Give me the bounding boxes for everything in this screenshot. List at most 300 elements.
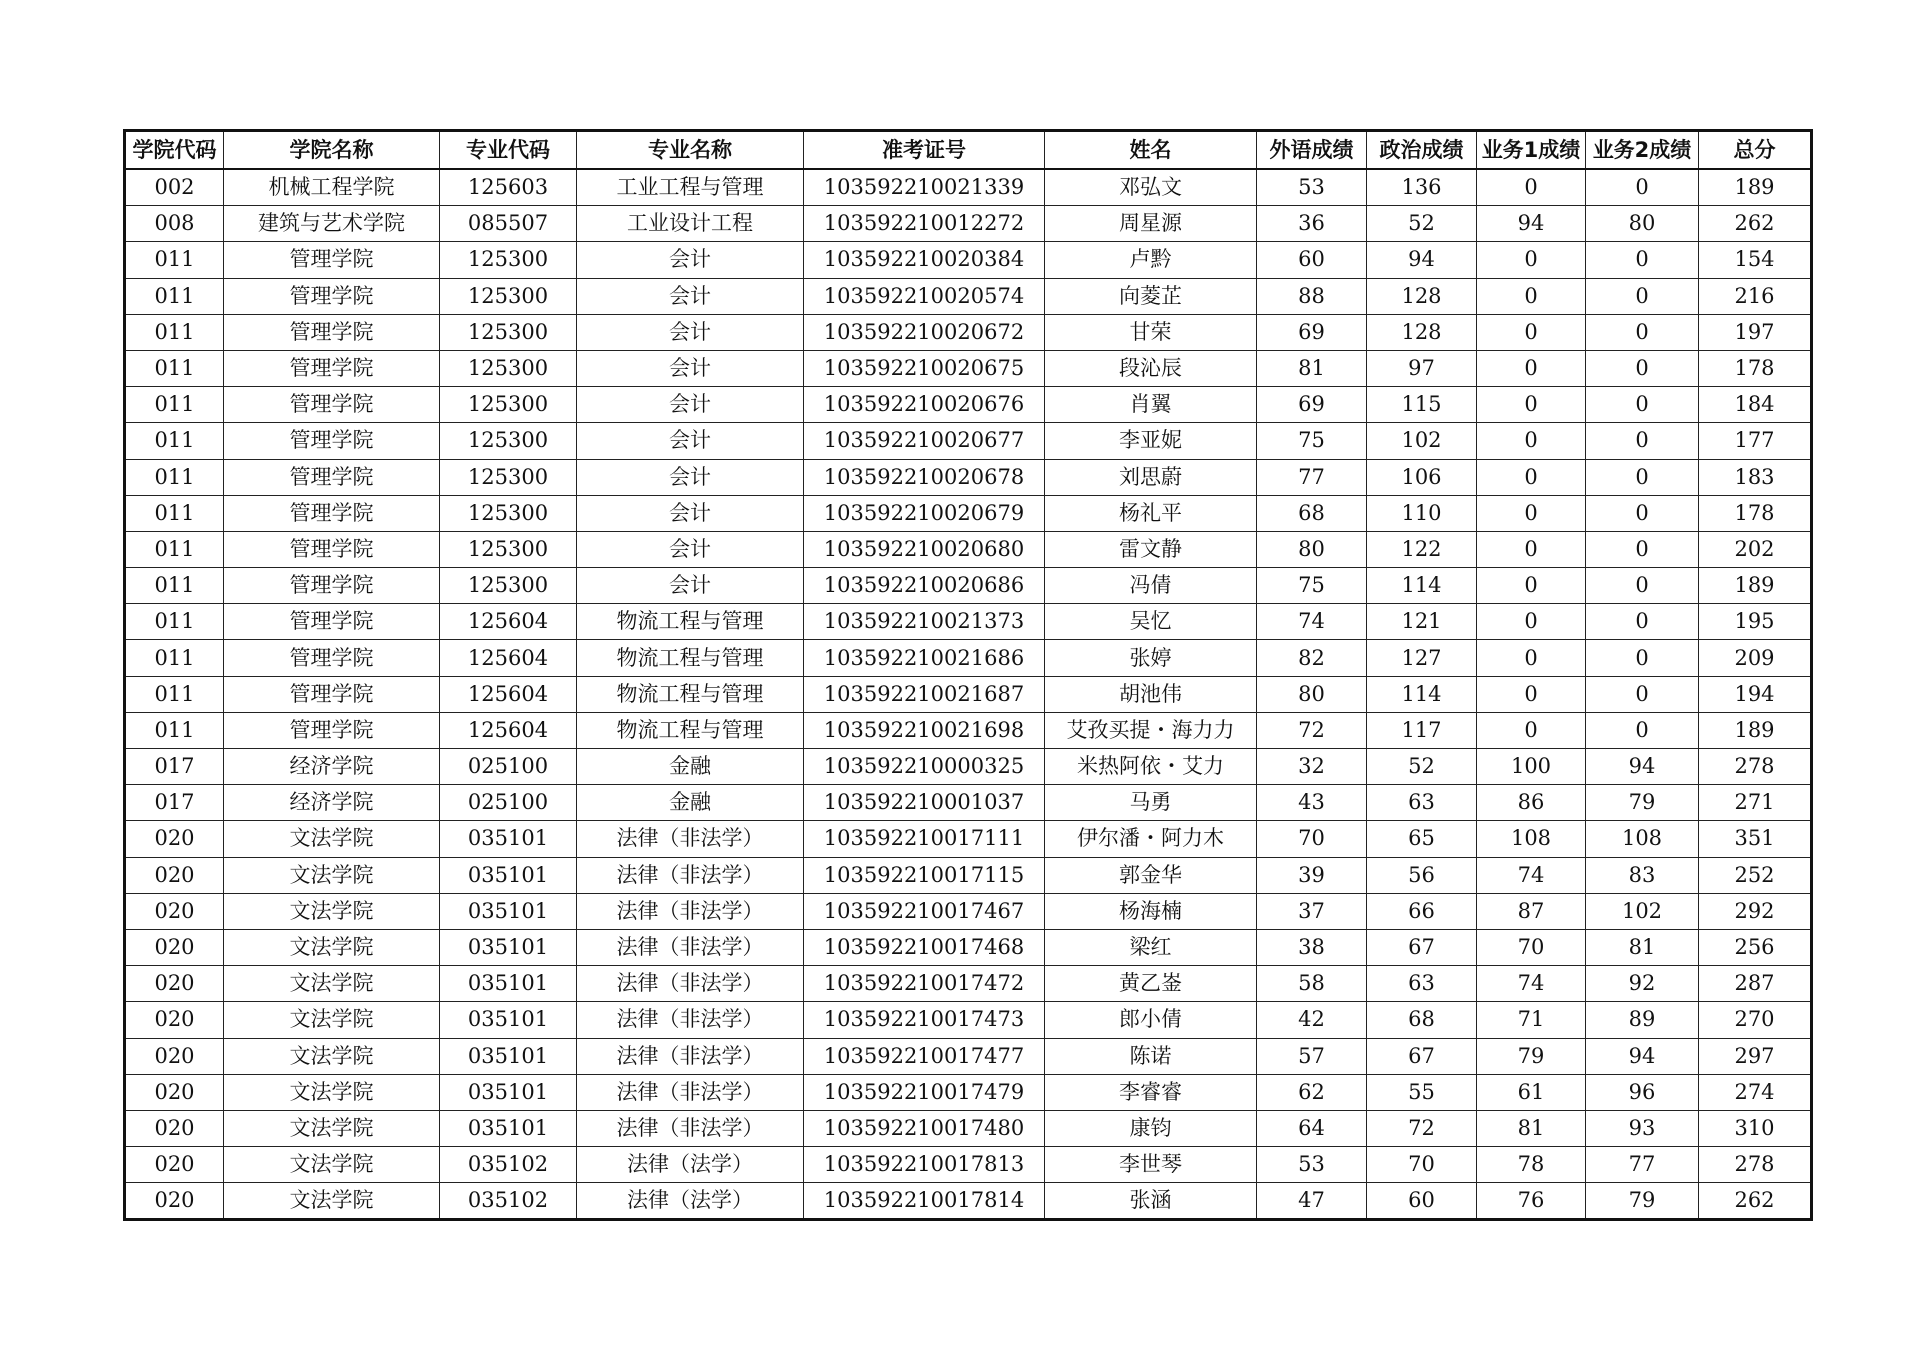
table-cell: 0 (1477, 242, 1586, 278)
table-cell: 0 (1586, 676, 1699, 712)
table-cell: 郭金华 (1045, 857, 1257, 893)
table-cell: 020 (125, 1074, 224, 1110)
table-cell: 74 (1257, 604, 1367, 640)
table-cell: 52 (1367, 749, 1477, 785)
table-cell: 020 (125, 1110, 224, 1146)
table-cell: 351 (1699, 821, 1812, 857)
table-cell: 125300 (440, 531, 577, 567)
table-cell: 125300 (440, 387, 577, 423)
table-cell: 60 (1257, 242, 1367, 278)
table-cell: 67 (1367, 929, 1477, 965)
table-cell: 72 (1257, 712, 1367, 748)
table-cell: 法律（非法学） (577, 821, 804, 857)
table-cell: 110 (1367, 495, 1477, 531)
table-row (125, 676, 1812, 712)
table-cell: 52 (1367, 206, 1477, 242)
table-cell: 法律（非法学） (577, 929, 804, 965)
table-cell: 125300 (440, 350, 577, 386)
table-cell: 297 (1699, 1038, 1812, 1074)
table-cell: 管理学院 (224, 640, 440, 676)
table-row (125, 531, 1812, 567)
table-cell: 121 (1367, 604, 1477, 640)
table-cell: 文法学院 (224, 1002, 440, 1038)
table-row (125, 749, 1812, 785)
table-cell: 60 (1367, 1183, 1477, 1220)
table-cell: 125603 (440, 169, 577, 206)
table-cell: 康钧 (1045, 1110, 1257, 1146)
table-cell: 文法学院 (224, 929, 440, 965)
table-cell: 物流工程与管理 (577, 640, 804, 676)
table-cell: 75 (1257, 423, 1367, 459)
table-cell: 011 (125, 278, 224, 314)
table-cell: 69 (1257, 314, 1367, 350)
table-cell: 0 (1586, 314, 1699, 350)
table-cell: 103592210017477 (804, 1038, 1045, 1074)
table-cell: 128 (1367, 314, 1477, 350)
table-cell: 020 (125, 1147, 224, 1183)
table-cell: 017 (125, 749, 224, 785)
table-cell: 103592210017813 (804, 1147, 1045, 1183)
table-cell: 会计 (577, 531, 804, 567)
table-cell: 0 (1586, 604, 1699, 640)
table-cell: 会计 (577, 278, 804, 314)
table-cell: 274 (1699, 1074, 1812, 1110)
table-cell: 87 (1477, 893, 1586, 929)
table-cell: 56 (1367, 857, 1477, 893)
table-cell: 81 (1257, 350, 1367, 386)
table-cell: 张涵 (1045, 1183, 1257, 1220)
table-cell: 杨礼平 (1045, 495, 1257, 531)
table-cell: 103592210001037 (804, 785, 1045, 821)
table-cell: 57 (1257, 1038, 1367, 1074)
table-cell: 0 (1477, 531, 1586, 567)
table-cell: 020 (125, 893, 224, 929)
table-cell: 216 (1699, 278, 1812, 314)
table-cell: 81 (1477, 1110, 1586, 1146)
table-cell: 法律（非法学） (577, 966, 804, 1002)
table-cell: 管理学院 (224, 387, 440, 423)
table-cell: 0 (1477, 712, 1586, 748)
table-cell: 文法学院 (224, 1074, 440, 1110)
table-row (125, 459, 1812, 495)
column-header: 专业代码 (440, 131, 577, 170)
table-cell: 011 (125, 712, 224, 748)
table-row (125, 893, 1812, 929)
table-cell: 008 (125, 206, 224, 242)
table-cell: 文法学院 (224, 893, 440, 929)
table-row (125, 387, 1812, 423)
table-cell: 103592210012272 (804, 206, 1045, 242)
table-cell: 76 (1477, 1183, 1586, 1220)
table-row (125, 857, 1812, 893)
table-row (125, 206, 1812, 242)
table-cell: 管理学院 (224, 604, 440, 640)
table-cell: 0 (1477, 169, 1586, 206)
table-cell: 92 (1586, 966, 1699, 1002)
table-row (125, 604, 1812, 640)
table-cell: 102 (1586, 893, 1699, 929)
table-cell: 128 (1367, 278, 1477, 314)
table-cell: 72 (1367, 1110, 1477, 1146)
table-cell: 0 (1586, 640, 1699, 676)
table-cell: 020 (125, 966, 224, 1002)
table-cell: 103592210020384 (804, 242, 1045, 278)
table-cell: 卢黔 (1045, 242, 1257, 278)
table-cell: 文法学院 (224, 821, 440, 857)
table-cell: 建筑与艺术学院 (224, 206, 440, 242)
table-cell: 011 (125, 531, 224, 567)
table-cell: 0 (1586, 712, 1699, 748)
table-cell: 伊尔潘・阿力木 (1045, 821, 1257, 857)
table-cell: 103592210020672 (804, 314, 1045, 350)
table-cell: 黄乙崟 (1045, 966, 1257, 1002)
table-cell: 035101 (440, 966, 577, 1002)
table-cell: 270 (1699, 1002, 1812, 1038)
table-cell: 0 (1586, 531, 1699, 567)
table-row (125, 1074, 1812, 1110)
table-row (125, 1002, 1812, 1038)
table-cell: 197 (1699, 314, 1812, 350)
table-cell: 103592210017111 (804, 821, 1045, 857)
table-cell: 114 (1367, 676, 1477, 712)
table-cell: 035101 (440, 1110, 577, 1146)
table-cell: 102 (1367, 423, 1477, 459)
column-header: 政治成绩 (1367, 131, 1477, 170)
table-cell: 43 (1257, 785, 1367, 821)
table-cell: 42 (1257, 1002, 1367, 1038)
table-cell: 125300 (440, 242, 577, 278)
table-cell: 法律（非法学） (577, 893, 804, 929)
table-cell: 67 (1367, 1038, 1477, 1074)
table-cell: 37 (1257, 893, 1367, 929)
table-cell: 36 (1257, 206, 1367, 242)
table-cell: 管理学院 (224, 314, 440, 350)
table-cell: 文法学院 (224, 966, 440, 1002)
table-cell: 79 (1586, 1183, 1699, 1220)
table-cell: 物流工程与管理 (577, 604, 804, 640)
table-cell: 管理学院 (224, 712, 440, 748)
table-cell: 会计 (577, 495, 804, 531)
table-cell: 103592210020686 (804, 568, 1045, 604)
column-header: 总分 (1699, 131, 1812, 170)
table-row (125, 1038, 1812, 1074)
table-cell: 0 (1477, 387, 1586, 423)
table-cell: 69 (1257, 387, 1367, 423)
table-cell: 103592210017467 (804, 893, 1045, 929)
table-cell: 经济学院 (224, 749, 440, 785)
table-cell: 025100 (440, 749, 577, 785)
table-cell: 103592210020676 (804, 387, 1045, 423)
table-cell: 103592210021698 (804, 712, 1045, 748)
table-cell: 136 (1367, 169, 1477, 206)
table-cell: 0 (1586, 242, 1699, 278)
table-cell: 文法学院 (224, 1183, 440, 1220)
table-cell: 103592210020677 (804, 423, 1045, 459)
table-cell: 125604 (440, 640, 577, 676)
table-cell: 0 (1477, 568, 1586, 604)
table-cell: 035101 (440, 893, 577, 929)
table-cell: 94 (1477, 206, 1586, 242)
table-cell: 114 (1367, 568, 1477, 604)
table-cell: 020 (125, 821, 224, 857)
table-cell: 103592210020675 (804, 350, 1045, 386)
table-cell: 53 (1257, 169, 1367, 206)
table-cell: 78 (1477, 1147, 1586, 1183)
table-cell: 0 (1586, 568, 1699, 604)
table-cell: 262 (1699, 1183, 1812, 1220)
table-cell: 文法学院 (224, 1038, 440, 1074)
column-header: 准考证号 (804, 131, 1045, 170)
table-cell: 035101 (440, 821, 577, 857)
table-cell: 88 (1257, 278, 1367, 314)
table-cell: 0 (1477, 278, 1586, 314)
table-cell: 甘荣 (1045, 314, 1257, 350)
table-cell: 法律（非法学） (577, 857, 804, 893)
table-cell: 103592210021687 (804, 676, 1045, 712)
table-row (125, 314, 1812, 350)
table-cell: 085507 (440, 206, 577, 242)
table-cell: 63 (1367, 966, 1477, 1002)
table-row (125, 1110, 1812, 1146)
table-cell: 011 (125, 568, 224, 604)
table-cell: 103592210017814 (804, 1183, 1045, 1220)
table-cell: 125300 (440, 423, 577, 459)
table-cell: 125300 (440, 459, 577, 495)
table-cell: 32 (1257, 749, 1367, 785)
table-cell: 86 (1477, 785, 1586, 821)
table-cell: 80 (1257, 531, 1367, 567)
table-cell: 向菱芷 (1045, 278, 1257, 314)
table-cell: 0 (1477, 314, 1586, 350)
table-cell: 127 (1367, 640, 1477, 676)
table-cell: 178 (1699, 495, 1812, 531)
table-cell: 103592210017473 (804, 1002, 1045, 1038)
table-cell: 002 (125, 169, 224, 206)
table-cell: 55 (1367, 1074, 1477, 1110)
table-cell: 011 (125, 604, 224, 640)
table-row (125, 1183, 1812, 1220)
table-row (125, 423, 1812, 459)
table-cell: 93 (1586, 1110, 1699, 1146)
table-cell: 103592210017472 (804, 966, 1045, 1002)
table-cell: 刘思蔚 (1045, 459, 1257, 495)
table-cell: 李睿睿 (1045, 1074, 1257, 1110)
table-cell: 183 (1699, 459, 1812, 495)
table-cell: 李亚妮 (1045, 423, 1257, 459)
table-row (125, 640, 1812, 676)
table-cell: 63 (1367, 785, 1477, 821)
table-cell: 97 (1367, 350, 1477, 386)
table-cell: 0 (1477, 495, 1586, 531)
column-header: 学院代码 (125, 131, 224, 170)
table-cell: 80 (1257, 676, 1367, 712)
table-cell: 125300 (440, 495, 577, 531)
table-cell: 法律（非法学） (577, 1002, 804, 1038)
table-cell: 0 (1586, 387, 1699, 423)
table-cell: 张婷 (1045, 640, 1257, 676)
table-cell: 68 (1257, 495, 1367, 531)
table-cell: 文法学院 (224, 1147, 440, 1183)
table-cell: 83 (1586, 857, 1699, 893)
table-cell: 38 (1257, 929, 1367, 965)
table-cell: 法律（非法学） (577, 1038, 804, 1074)
table-cell: 75 (1257, 568, 1367, 604)
table-cell: 106 (1367, 459, 1477, 495)
table-cell: 管理学院 (224, 278, 440, 314)
header-row (125, 131, 1812, 170)
table-cell: 61 (1477, 1074, 1586, 1110)
column-header: 业务1成绩 (1477, 131, 1586, 170)
table-cell: 39 (1257, 857, 1367, 893)
table-cell: 机械工程学院 (224, 169, 440, 206)
table-body (125, 169, 1812, 1220)
table-cell: 0 (1477, 676, 1586, 712)
table-cell: 0 (1586, 423, 1699, 459)
table-cell: 经济学院 (224, 785, 440, 821)
table-cell: 020 (125, 1183, 224, 1220)
table-cell: 020 (125, 1002, 224, 1038)
table-cell: 65 (1367, 821, 1477, 857)
table-cell: 125300 (440, 314, 577, 350)
table-cell: 035101 (440, 1002, 577, 1038)
table-cell: 管理学院 (224, 676, 440, 712)
table-cell: 262 (1699, 206, 1812, 242)
table-cell: 70 (1367, 1147, 1477, 1183)
column-header: 学院名称 (224, 131, 440, 170)
table-cell: 0 (1477, 604, 1586, 640)
table-cell: 70 (1477, 929, 1586, 965)
table-cell: 工业设计工程 (577, 206, 804, 242)
table-cell: 0 (1477, 423, 1586, 459)
table-cell: 0 (1477, 640, 1586, 676)
table-cell: 103592210021373 (804, 604, 1045, 640)
table-cell: 管理学院 (224, 568, 440, 604)
table-cell: 会计 (577, 423, 804, 459)
table-row (125, 785, 1812, 821)
table-cell: 周星源 (1045, 206, 1257, 242)
table-cell: 雷文静 (1045, 531, 1257, 567)
table-cell: 020 (125, 929, 224, 965)
table-cell: 管理学院 (224, 459, 440, 495)
table-cell: 邓弘文 (1045, 169, 1257, 206)
table-cell: 胡池伟 (1045, 676, 1257, 712)
table-cell: 011 (125, 314, 224, 350)
table-cell: 0 (1586, 169, 1699, 206)
table-cell: 47 (1257, 1183, 1367, 1220)
table-cell: 035101 (440, 857, 577, 893)
table-cell: 会计 (577, 242, 804, 278)
table-cell: 125300 (440, 278, 577, 314)
table-cell: 011 (125, 459, 224, 495)
table-cell: 195 (1699, 604, 1812, 640)
table-row (125, 242, 1812, 278)
table-cell: 271 (1699, 785, 1812, 821)
table-cell: 77 (1257, 459, 1367, 495)
table-cell: 82 (1257, 640, 1367, 676)
table-cell: 工业工程与管理 (577, 169, 804, 206)
table-cell: 会计 (577, 459, 804, 495)
table-cell: 154 (1699, 242, 1812, 278)
table-cell: 物流工程与管理 (577, 712, 804, 748)
table-row (125, 169, 1812, 206)
table-cell: 94 (1586, 749, 1699, 785)
table-cell: 189 (1699, 568, 1812, 604)
table-row (125, 350, 1812, 386)
table-cell: 段沁辰 (1045, 350, 1257, 386)
table-row (125, 568, 1812, 604)
table-cell: 103592210017480 (804, 1110, 1045, 1146)
table-row (125, 821, 1812, 857)
table-cell: 011 (125, 495, 224, 531)
table-cell: 035101 (440, 1074, 577, 1110)
column-header: 外语成绩 (1257, 131, 1367, 170)
table-cell: 米热阿依・艾力 (1045, 749, 1257, 785)
table-cell: 金融 (577, 785, 804, 821)
score-table (123, 129, 1813, 1221)
table-cell: 马勇 (1045, 785, 1257, 821)
table-row (125, 966, 1812, 1002)
table-cell: 125604 (440, 604, 577, 640)
table-cell: 艾孜买提・海力力 (1045, 712, 1257, 748)
table-cell: 117 (1367, 712, 1477, 748)
table-cell: 会计 (577, 568, 804, 604)
table-cell: 103592210017468 (804, 929, 1045, 965)
table-cell: 103592210020680 (804, 531, 1045, 567)
table-cell: 79 (1477, 1038, 1586, 1074)
table-cell: 陈诺 (1045, 1038, 1257, 1074)
table-cell: 吴忆 (1045, 604, 1257, 640)
table-cell: 77 (1586, 1147, 1699, 1183)
table-cell: 0 (1586, 459, 1699, 495)
table-cell: 122 (1367, 531, 1477, 567)
table-cell: 278 (1699, 749, 1812, 785)
table-cell: 177 (1699, 423, 1812, 459)
table-cell: 184 (1699, 387, 1812, 423)
table-cell: 81 (1586, 929, 1699, 965)
table-cell: 94 (1367, 242, 1477, 278)
table-cell: 278 (1699, 1147, 1812, 1183)
table-cell: 252 (1699, 857, 1812, 893)
table-cell: 法律（法学） (577, 1147, 804, 1183)
table-cell: 梁红 (1045, 929, 1257, 965)
table-cell: 96 (1586, 1074, 1699, 1110)
table-cell: 管理学院 (224, 242, 440, 278)
table-cell: 103592210021686 (804, 640, 1045, 676)
table-cell: 0 (1586, 495, 1699, 531)
table-cell: 李世琴 (1045, 1147, 1257, 1183)
table-cell: 物流工程与管理 (577, 676, 804, 712)
table-cell: 杨海楠 (1045, 893, 1257, 929)
column-header: 姓名 (1045, 131, 1257, 170)
table-cell: 文法学院 (224, 1110, 440, 1146)
table-cell: 025100 (440, 785, 577, 821)
table-cell: 0 (1477, 350, 1586, 386)
table-cell: 62 (1257, 1074, 1367, 1110)
table-cell: 管理学院 (224, 350, 440, 386)
table-cell: 035101 (440, 929, 577, 965)
table-row (125, 278, 1812, 314)
table-cell: 202 (1699, 531, 1812, 567)
table-cell: 035102 (440, 1183, 577, 1220)
table-cell: 115 (1367, 387, 1477, 423)
table-cell: 125300 (440, 568, 577, 604)
table-cell: 70 (1257, 821, 1367, 857)
table-row (125, 1147, 1812, 1183)
table-cell: 125604 (440, 712, 577, 748)
table-cell: 肖翼 (1045, 387, 1257, 423)
table-cell: 011 (125, 640, 224, 676)
table-cell: 管理学院 (224, 495, 440, 531)
